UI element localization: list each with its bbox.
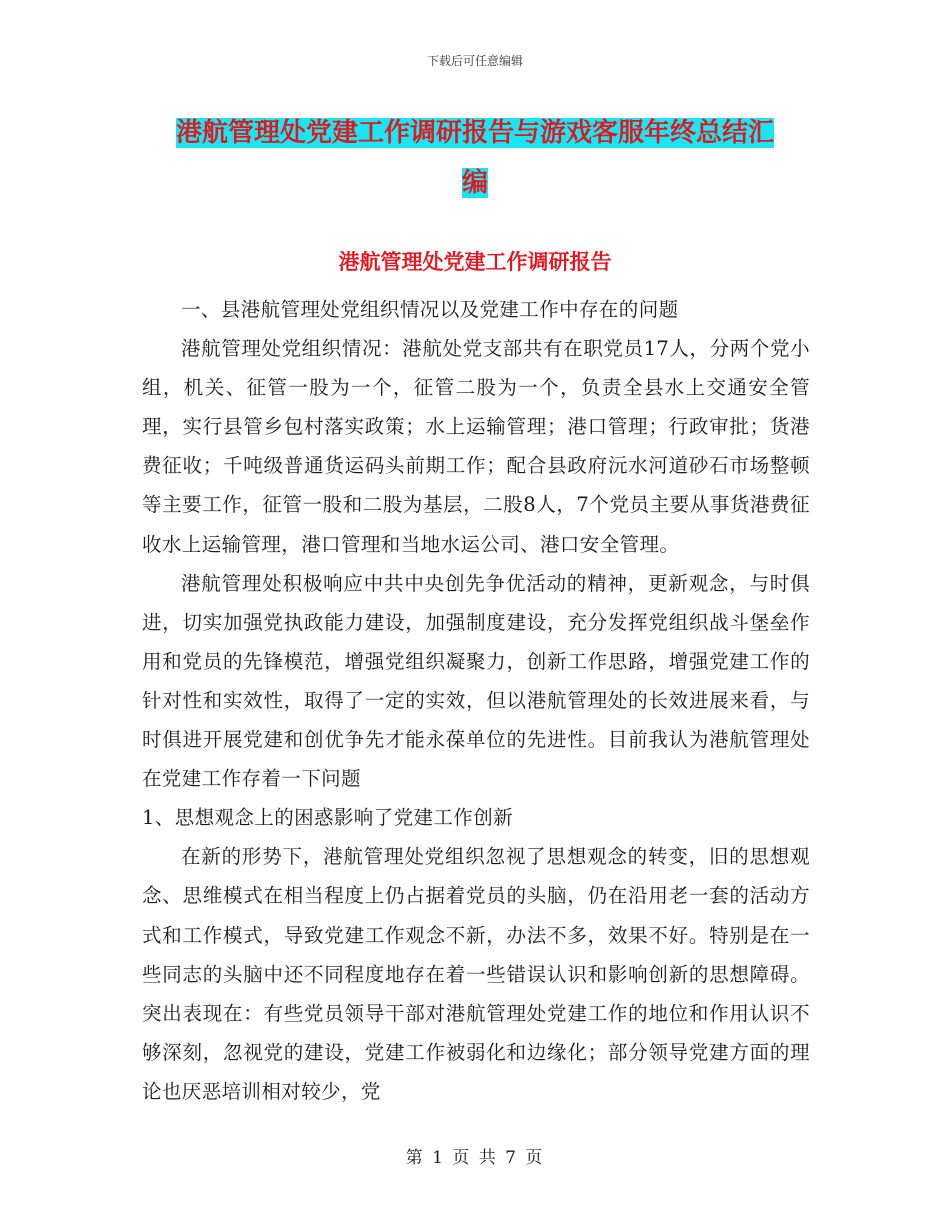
document-title-line2: 编	[461, 168, 488, 198]
paragraph-ideology: 在新的形势下，港航管理处党组织忽视了思想观念的转变，旧的思想观念、思维模式在相当程度上仍占据着党员的头脑，仍在沿用老一套的活动方式和工作模式，导致党建工作观念不新，办法不多，效果不好。特别是在一些同志的头脑中还不同程度地存在着一些错误认识和影响创新的思想障碍。突出表现在：有些党员领导干部对港航管理处党建工作的地位和作用认识不够深刻，忽视党的建设，党建工作被弱化和边缘化；部分领导党建方面的理论也厌恶培训相对较少，党	[142, 845, 810, 1103]
document-body	[142, 290, 810, 1111]
header-note: 下载后可任意编辑	[426, 54, 523, 68]
document-title-line1: 港航管理处党建工作调研报告与游戏客服年终总结汇	[175, 118, 774, 148]
heading-ideology: 1、思想观念上的困惑影响了党建工作创新	[142, 806, 514, 830]
paragraph-organization: 港航管理处党组织情况：港航处党支部共有在职党员17人，分两个党小组，机关、征管一股为一个，征管二股为一个，负责全县水上交通安全管理，实行县管乡包村落实政策；水上运输管理；港口管理；行政审批；货港费征收；千吨级普通货运码头前期工作；配合县政府沅水河道砂石市场整顿等主要工作，征管一股和二股为基层，二股8人，7个党员主要从事货港费征收水上运输管理，港口管理和当地水运公司、港口安全管理。	[142, 337, 810, 556]
heading-problems: 一、县港航管理处党组织情况以及党建工作中存在的问题	[181, 298, 679, 321]
document-title	[140, 108, 810, 208]
paragraph-activities: 港航管理处积极响应中共中央创先争优活动的精神，更新观念，与时俱进，切实加强党执政能力建设，加强制度建设，充分发挥党组织战斗堡垒作用和党员的先锋模范，增强党组织凝聚力，创新工作思路，增强党建工作的针对性和实效性，取得了一定的实效，但以港航管理处的长效进展来看，与时俱进开展党建和创优争先才能永葆单位的先进性。目前我认为港航管理处在党建工作存着一下问题	[142, 571, 810, 791]
section-title: 港航管理处党建工作调研报告	[338, 250, 612, 274]
page-number: 第 1 页 共 7 页	[405, 1148, 545, 1168]
